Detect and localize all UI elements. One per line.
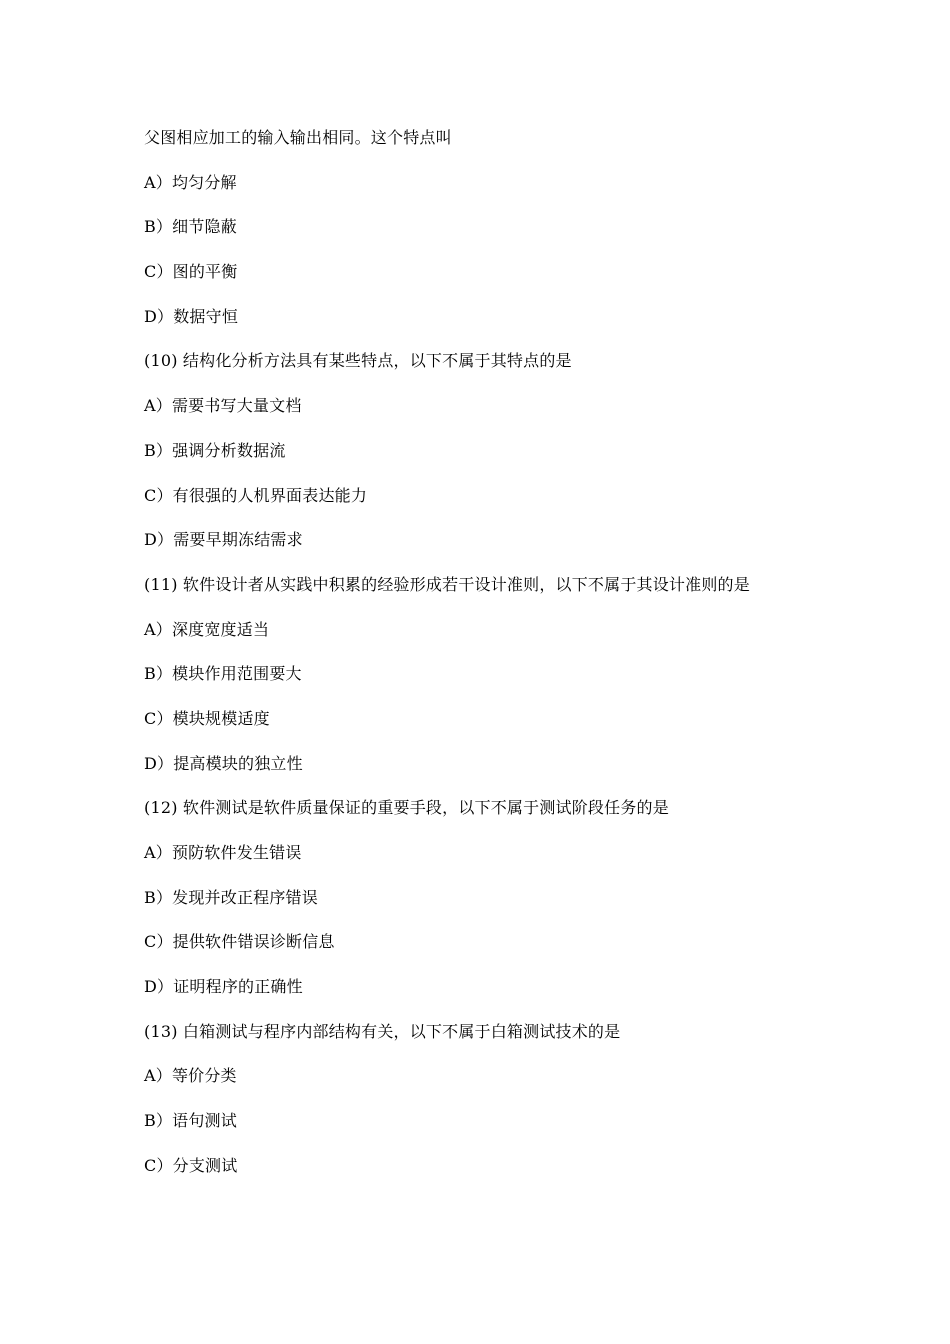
question-12-stem: (12) 软件测试是软件质量保证的重要手段，以下不属于测试阶段任务的是 xyxy=(144,798,669,818)
question-10-option-d: D）需要早期冻结需求 xyxy=(144,530,303,550)
question-9-option-a: A）均匀分解 xyxy=(144,172,237,192)
question-9-option-c: C）图的平衡 xyxy=(144,262,238,282)
question-10-stem: (10) 结构化分析方法具有某些特点，以下不属于其特点的是 xyxy=(144,351,572,371)
question-12-option-c: C）提供软件错误诊断信息 xyxy=(144,932,335,952)
question-12-option-a: A）预防软件发生错误 xyxy=(144,843,302,862)
question-11-option-a: A）深度宽度适当 xyxy=(144,619,270,639)
question-9-option-b: B）细节隐蔽 xyxy=(144,217,237,237)
question-13-option-a: A）等价分类 xyxy=(144,1066,237,1086)
question-10-option-c: C）有很强的人机界面表达能力 xyxy=(144,485,368,505)
question-12-option-b: B）发现并改正程序错误 xyxy=(144,887,318,907)
question-13-stem: (13) 白箱测试与程序内部结构有关，以下不属于白箱测试技术的是 xyxy=(144,1021,621,1041)
document-body xyxy=(144,126,844,1199)
question-10-option-b: B）强调分析数据流 xyxy=(144,440,286,460)
question-12-option-d: D）证明程序的正确性 xyxy=(144,977,303,997)
question-9-option-d: D）数据守恒 xyxy=(144,306,239,326)
question-11-option-c: C）模块规模适度 xyxy=(144,708,270,728)
question-13-option-b: B）语句测试 xyxy=(144,1111,237,1131)
question-11-stem: (11) 软件设计者从实践中积累的经验形成若干设计准则，以下不属于其设计准则的是 xyxy=(144,574,750,594)
question-10-option-a: A）需要书写大量文档 xyxy=(144,396,302,416)
question-11-option-b: B）模块作用范围要大 xyxy=(144,664,302,684)
question-11-option-d: D）提高模块的独立性 xyxy=(144,753,303,773)
question-9-stem-continuation: 父图相应加工的输入输出相同。这个特点叫 xyxy=(144,128,452,147)
question-13-option-c: C）分支测试 xyxy=(144,1155,238,1175)
